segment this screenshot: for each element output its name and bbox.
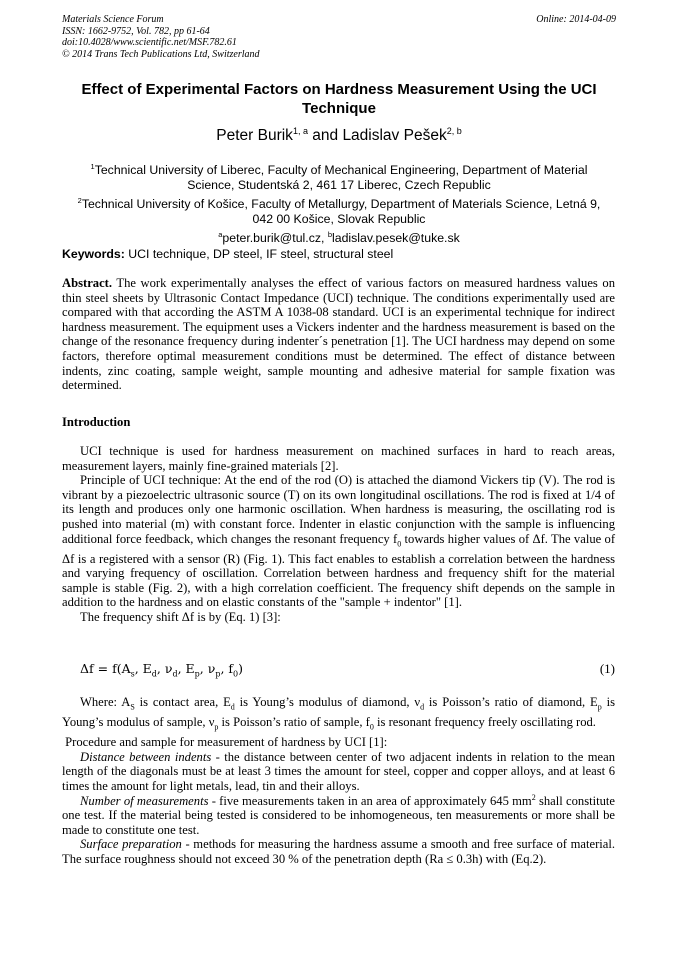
where-3-sub: d	[420, 702, 425, 712]
item-2-text-b: shall constitute one test. If the material being tested is considered to be inhomogeneous, ten measurements or more shall be made to constitute one test.	[62, 793, 615, 837]
post-equation-body	[62, 695, 615, 867]
author-1-affil-mark: 1, a	[292, 126, 308, 136]
eq-E1-sub: d	[151, 669, 157, 679]
issn-line: ISSN: 1662-9752, Vol. 782, pp 61-64	[62, 25, 210, 37]
item-3-text: - methods for measuring the hardness assume a smooth and free surface of material. The surface roughness should not exceed 30 % of the penetration depth (Ra ≤ 0.3h) with (Eq.2).	[62, 837, 616, 866]
f0-subscript: 0	[397, 539, 402, 549]
where-3: is Young’s modulus of diamond, ν	[234, 695, 421, 709]
eq-rhs: )	[238, 661, 244, 676]
author-separator: and	[307, 127, 343, 145]
email-b: ladislav.pesek@tuke.sk	[332, 231, 460, 246]
keywords-text: UCI technique, DP steel, IF steel, structural steel	[124, 247, 394, 261]
author-1: Peter Burik	[216, 127, 293, 145]
eq-E2-sub: p	[194, 669, 200, 679]
affiliation-1-mark: 1	[90, 162, 95, 171]
email-a: peter.burik@tul.cz,	[222, 231, 328, 246]
where-7: is resonant frequency freely oscillating rod.	[373, 715, 596, 730]
where-1: Where: A	[80, 695, 131, 709]
item-2-text-a: - five measurements taken in an area of approximately 645 mm	[208, 793, 532, 808]
eq-v2: , ν	[199, 661, 216, 676]
affiliation-1	[60, 159, 618, 193]
keywords-label: Keywords:	[62, 247, 125, 261]
eq-lhs: Δf = f(	[80, 661, 122, 676]
intro-paragraph-2-text-b: towards higher values of Δf. The value of Δf is a registered with a sensor (R) (Fig. 1). This fact enables to establish a correlation between the hardness and varying frequency of oscillation. Correlation between hardness and frequency shift for the material sample is stable (Fig. 2), with a high correlation coefficient. The frequency shift depends on the sample in addition to the hardness and on elastic constants of the "sample + indentor" [1].	[62, 531, 616, 610]
affiliation-1-line-2: Science, Studentská 2, 461 17 Liberec, Czech Republic	[187, 178, 491, 193]
item-2-label: Number of measurements	[80, 793, 209, 808]
journal-header	[62, 14, 260, 60]
intro-paragraph-2-text-a: Principle of UCI technique: At the end of the rod (O) is attached the diamond Vickers tip (V). The rod is vibrant by a piezoelectric ultrasonic source (T) on its own longitudinal oscillations. The rod is fixed at 1/4 of its length and produces only one harmonic oscillation. When hardness is measuring, the oscillating rod is pushed into material (m) with constant force. Indenter in elastic conjunction with the sample is influencing additional force feedback, which changes the resonant frequency f	[62, 473, 615, 546]
title-line-2: Technique	[302, 100, 376, 117]
online-date: Online: 2014-04-09	[536, 14, 616, 25]
paper-title	[60, 80, 618, 118]
eq-A-sub: s	[130, 669, 135, 679]
eq-E1: , E	[134, 661, 152, 676]
affiliation-2-line-1: Technical University of Košice, Faculty of Metallurgy, Department of Materials Science, Letná 9,	[81, 197, 601, 212]
eq-A: A	[121, 661, 131, 676]
item-1-text: - the distance between center of two adjacent indents in relation to the mean length of the diagonals must be at least 3 times the amount for steel, copper and copper alloys, and at least 6 times the amount for light metals, lead, tin and their alloys.	[62, 749, 615, 793]
equation-1-formula	[80, 661, 243, 679]
affiliations	[60, 159, 618, 246]
where-5: is Young’s modulus of sample, ν	[62, 695, 615, 730]
section-heading-introduction: Introduction	[62, 415, 131, 429]
where-paragraph	[62, 695, 615, 735]
item-distance-between-indents	[62, 750, 615, 794]
affiliation-2	[60, 193, 618, 227]
author-list	[60, 126, 618, 145]
eq-f-sub: 0	[233, 669, 239, 679]
introduction-body	[62, 444, 615, 625]
doi-line: doi:10.4028/www.scientific.net/MSF.782.61	[62, 37, 237, 48]
eq-v1: , ν	[156, 661, 173, 676]
copyright-line: © 2014 Trans Tech Publications Ltd, Switzerland	[62, 48, 260, 60]
email-b-mark: b	[327, 230, 332, 240]
emails	[60, 227, 618, 246]
abstract-label: Abstract.	[62, 276, 113, 290]
where-4: is Poisson’s ratio of diamond, E	[424, 695, 598, 709]
where-2-sub: d	[230, 702, 235, 712]
author-2-affil-mark: 2, b	[446, 126, 462, 136]
abstract-text: The work experimentally analyses the effect of various factors on measured hardness values on thin steel sheets by Ultrasonic Contact Impedance (UCI) technique. The conditions experimentally used are compared with that according the ASTM A 1038-08 standard. UCI is an experimental technique for indirect hardness measurement. The equipment uses a Vickers indenter and the hardness measurement is based on the change of the resonance frequency during indenter´s penetration [1]. The UCI hardness may depend on some factors, therefore optimal measurement conditions must be determined. The effect of distance between indents, zinc coating, sample weight, sample mounting and adhesive material for sample fixation was determined.	[62, 276, 615, 393]
item-surface-preparation	[62, 837, 615, 866]
where-1-sub: S	[130, 702, 135, 712]
where-6: is Poisson’s ratio of sample, f	[218, 715, 370, 730]
intro-paragraph-1: UCI technique is used for hardness measurement on machined surfaces in hard to reach areas, measurement layers, mainly fine-grained materials [2].	[62, 444, 615, 473]
keywords	[62, 247, 393, 261]
eq-f: , f	[220, 661, 234, 676]
item-3-label: Surface preparation	[80, 837, 182, 852]
intro-paragraph-3: The frequency shift Δf is by (Eq. 1) [3]:	[80, 610, 281, 625]
intro-paragraph-2	[62, 473, 615, 610]
procedure-line: Procedure and sample for measurement of hardness by UCI [1]:	[62, 735, 388, 750]
affiliation-2-mark: 2	[77, 196, 82, 206]
item-2-sup: 2	[531, 792, 536, 802]
title-line-1: Effect of Experimental Factors on Hardness Measurement Using the UCI	[81, 81, 597, 98]
abstract	[62, 276, 615, 393]
item-1-label: Distance between indents	[80, 749, 212, 764]
affiliation-1-line-1: Technical University of Liberec, Faculty of Mechanical Engineering, Department of Material	[94, 163, 588, 178]
eq-v2-sub: p	[215, 669, 221, 679]
eq-v1-sub: d	[172, 669, 178, 679]
equation-1-number: (1)	[599, 661, 615, 676]
eq-E2: , E	[177, 661, 195, 676]
affiliation-2-line-2: 042 00 Košice, Slovak Republic	[252, 212, 426, 227]
author-2: Ladislav Pešek	[342, 127, 447, 145]
where-6-sub: 0	[369, 722, 374, 732]
where-4-sub: p	[597, 702, 602, 712]
journal-name: Materials Science Forum	[62, 14, 164, 25]
item-number-of-measurements	[62, 794, 615, 838]
email-a-mark: a	[218, 230, 223, 240]
where-5-sub: p	[214, 722, 219, 732]
where-2: is contact area, E	[134, 695, 231, 709]
